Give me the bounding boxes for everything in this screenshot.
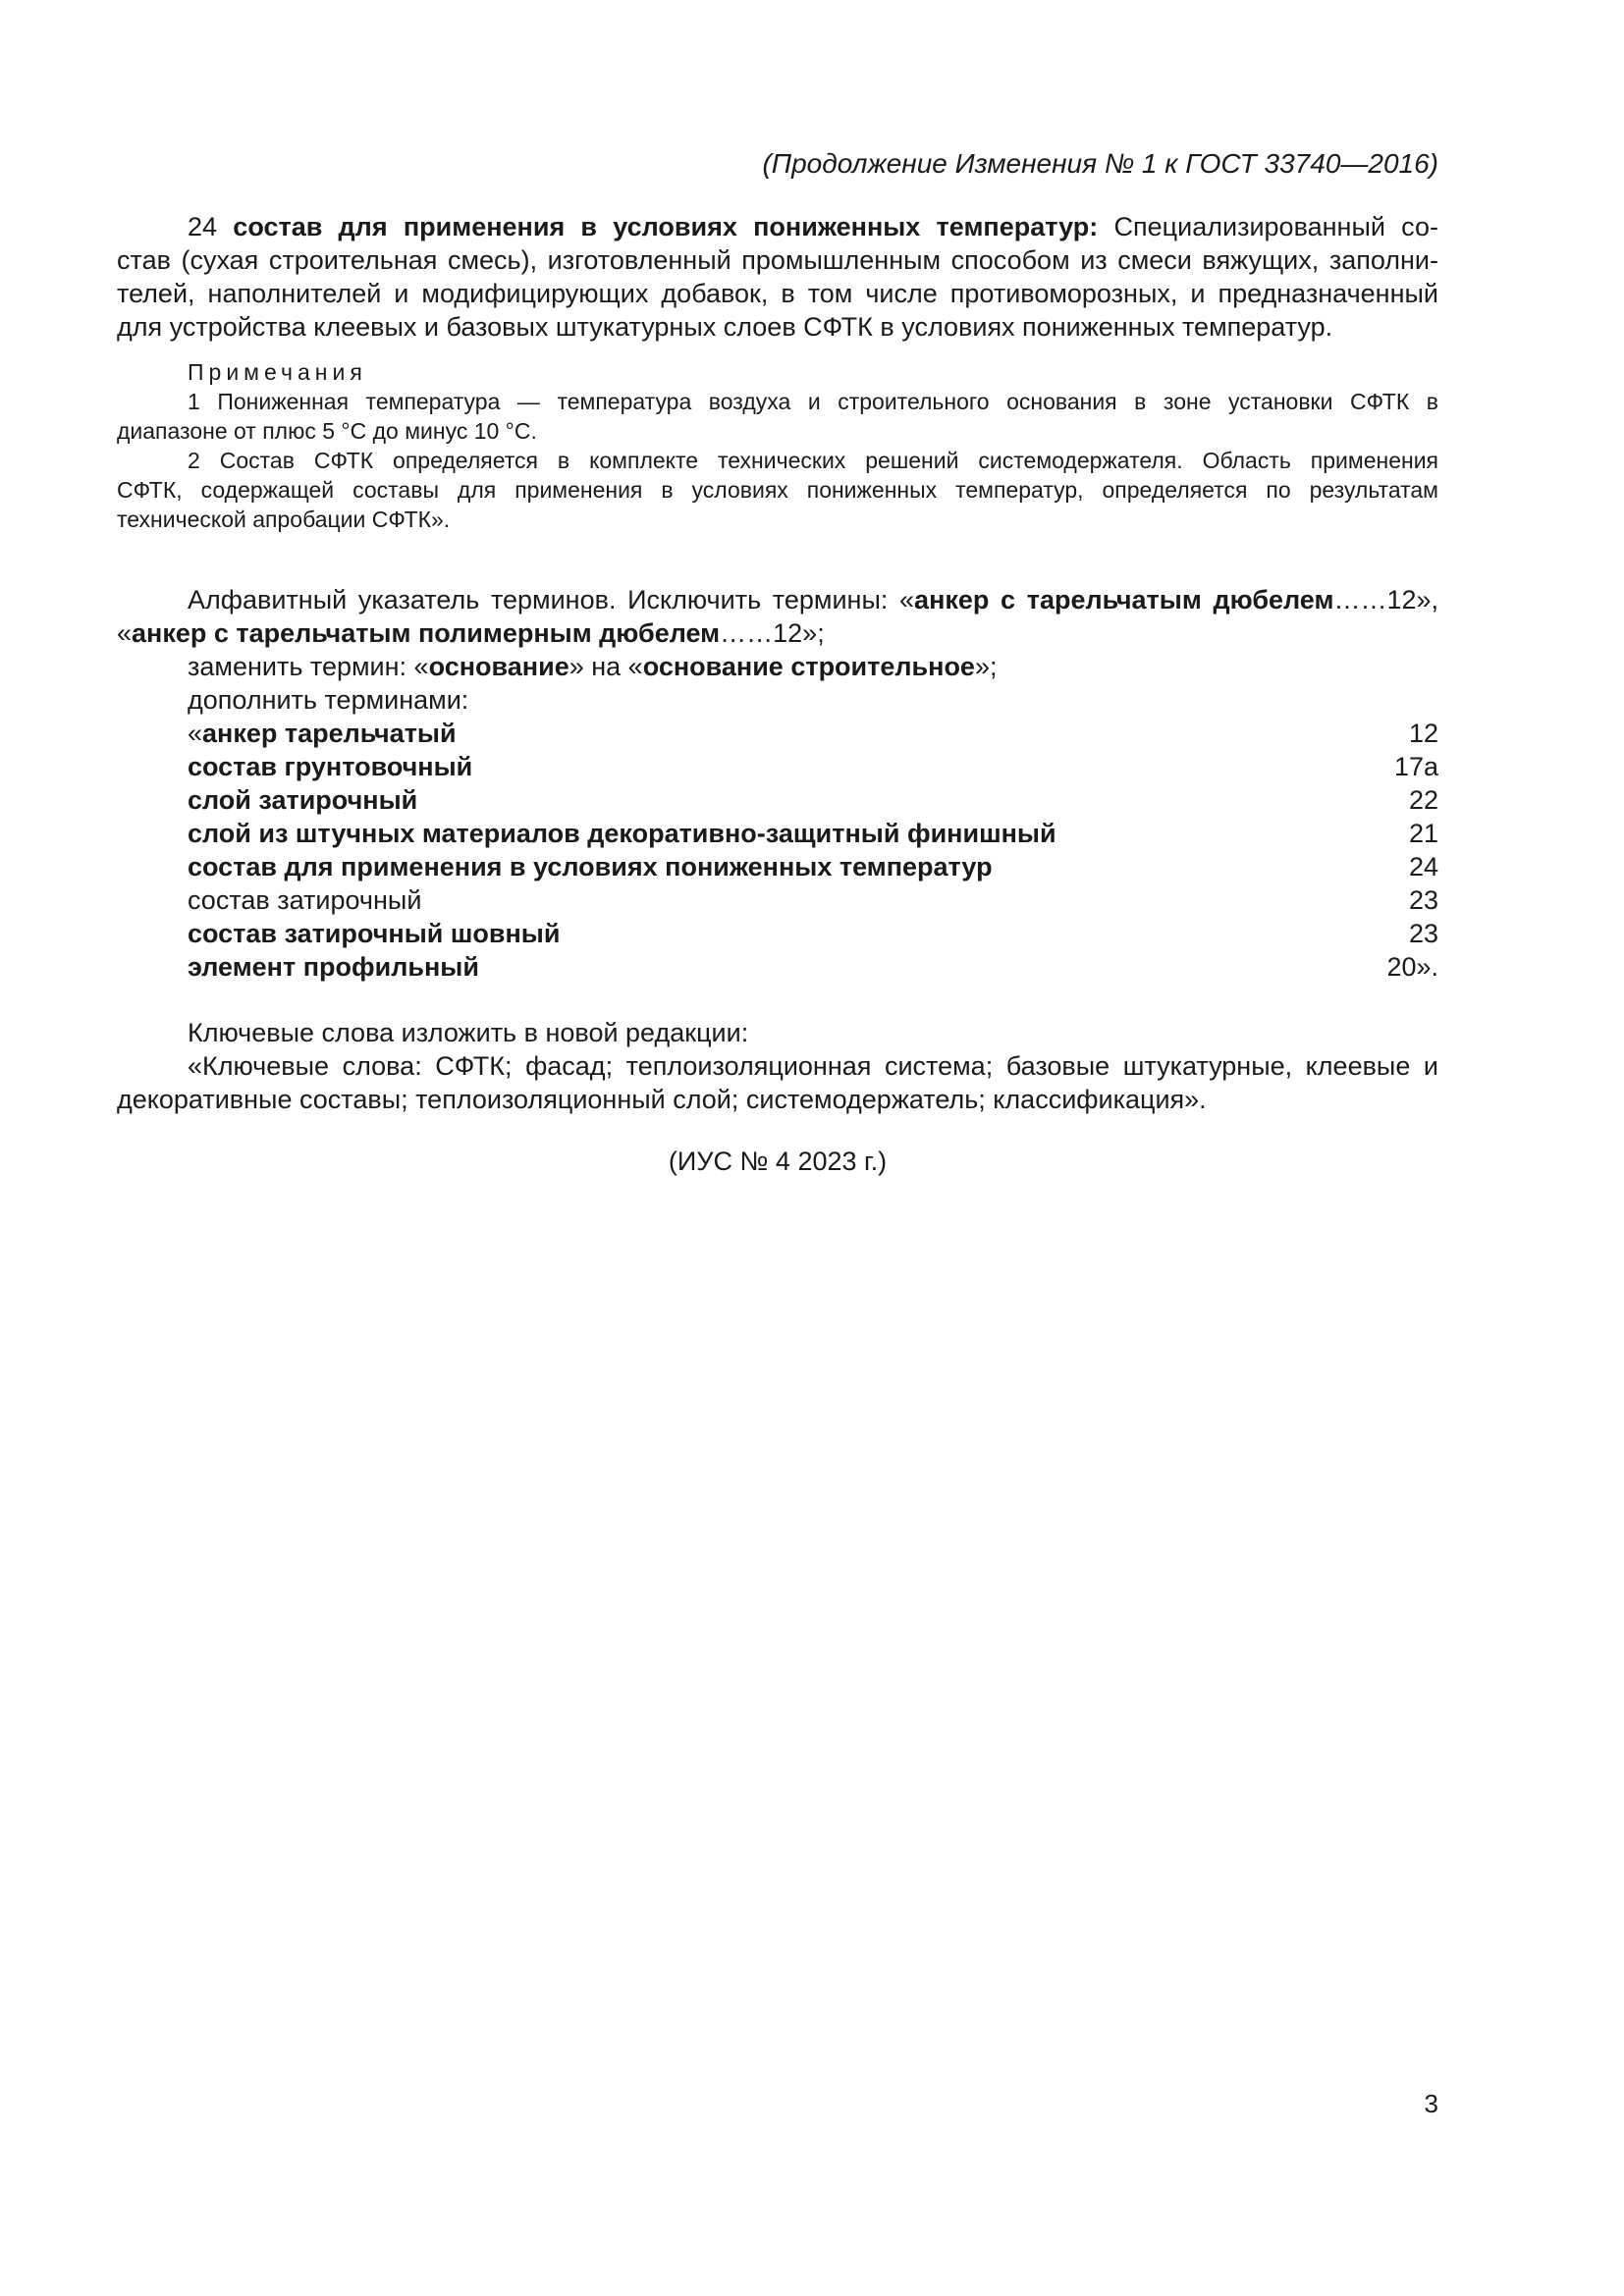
term-definition-24	[117, 210, 1438, 344]
keywords-intro: Ключевые слова изложить в новой редакции:	[188, 1018, 749, 1047]
definition-line-4: для устройства клеевых и базовых штукатурных слоев СФТК в условиях пониженных температур.	[117, 312, 1333, 342]
index-entry	[117, 883, 1438, 917]
note-2-line-2: СФТК, содержащей составы для применения в условиях пониженных температур, определяется по результатам	[117, 477, 1438, 503]
index-entry	[117, 850, 1438, 883]
exclude-open-quote: «	[117, 618, 133, 648]
definition-line-3: телей, наполнителей и модифицирующих добавок, в том числе противоморозных, и предназначенный	[117, 279, 1438, 308]
note-2-line-1: 2 Состав СФТК определяется в комплекте технических решений системодержателя. Область применения	[188, 448, 1438, 473]
index-entry-ref: 22	[1408, 785, 1438, 815]
replace-mid: » на «	[568, 652, 643, 681]
index-entry-ref: 23	[1408, 919, 1438, 948]
keywords-block	[117, 1016, 1438, 1116]
index-entry-ref: 23	[1408, 885, 1438, 915]
replace-end: »;	[974, 652, 998, 681]
notes-block	[117, 357, 1438, 534]
definition-line-2: став (сухая строительная смесь), изготовленный промышленным способом из смеси вяжущих, заполни-	[117, 245, 1438, 275]
note-1-line-1: 1 Пониженная температура — температура воздуха и строительного основания в зоне установки СФТК в	[188, 389, 1438, 414]
replaced-new-term: основание строительное	[642, 652, 975, 681]
index-entry	[117, 950, 1438, 984]
replace-prefix: заменить термин: «	[188, 652, 429, 681]
replace-line	[117, 650, 1438, 683]
definition-term: состав для применения в условиях пониженных температур:	[233, 212, 1099, 241]
index-entry	[117, 817, 1438, 850]
index-entry	[117, 917, 1438, 950]
excluded-ref-1: ……12»,	[1333, 585, 1439, 614]
index-entry	[117, 717, 1438, 750]
replaced-old-term: основание	[428, 652, 569, 681]
index-entry-term-text: анкер тарельчатый	[202, 719, 457, 748]
note-1-line-2: диапазоне от плюс 5 °С до минус 10 °С.	[117, 418, 537, 444]
alphabetical-index-changes	[117, 583, 1438, 984]
ius-reference: (ИУС № 4 2023 г.)	[668, 1147, 888, 1176]
exclude-prefix: Алфавитный указатель терминов. Исключить термины: «	[188, 585, 915, 614]
exclude-line-2	[117, 616, 1438, 650]
keywords-line-2: декоративные составы; теплоизоляционный слой; системодержатель; классификация».	[117, 1085, 1207, 1114]
index-entry-term: слой из штучных материалов декоративно-защитный финишный	[188, 819, 1056, 848]
definition-number: 24	[188, 212, 218, 241]
index-entry-ref: 17а	[1393, 752, 1438, 781]
index-entry	[117, 750, 1438, 783]
index-entry-term: слой затирочный	[188, 785, 418, 815]
definition-line-1	[117, 210, 1438, 243]
supplement-line: дополнить терминами:	[188, 685, 469, 715]
keywords-line-1: «Ключевые слова: СФТК; фасад; теплоизоляционная система; базовые штукатурные, клеевые и	[188, 1051, 1438, 1081]
excluded-ref-2: ……12»;	[720, 618, 825, 648]
note-2-line-3: технической апробации СФТК».	[117, 507, 451, 532]
index-entry-ref: 20».	[1386, 952, 1438, 982]
index-entry-term: состав затирочный шовный	[188, 919, 561, 948]
index-entry-term: состав грунтовочный	[188, 752, 473, 781]
index-entry-term	[188, 717, 457, 750]
index-entry-term: элемент профильный	[188, 952, 479, 982]
index-entry-ref: 21	[1408, 819, 1438, 848]
index-entry-ref: 12	[1408, 719, 1438, 748]
index-entry-ref: 24	[1408, 852, 1438, 881]
index-entry-term: состав затирочный	[188, 885, 422, 915]
index-entry-term: состав для применения в условиях пониженных температур	[188, 852, 993, 881]
page-number: 3	[1424, 2089, 1438, 2118]
index-entry	[117, 783, 1438, 817]
excluded-term-2: анкер с тарельчатым полимерным дюбелем	[132, 618, 721, 648]
excluded-term-1: анкер с тарельчатым дюбелем	[914, 585, 1334, 614]
definition-line-1-rest: Специализированный со-	[1113, 212, 1438, 241]
open-quote: «	[188, 719, 203, 748]
exclude-line-1	[117, 583, 1438, 616]
notes-title: Примечания	[188, 359, 367, 385]
running-header: (Продолжение Изменения № 1 к ГОСТ 33740—2016)	[762, 148, 1438, 179]
